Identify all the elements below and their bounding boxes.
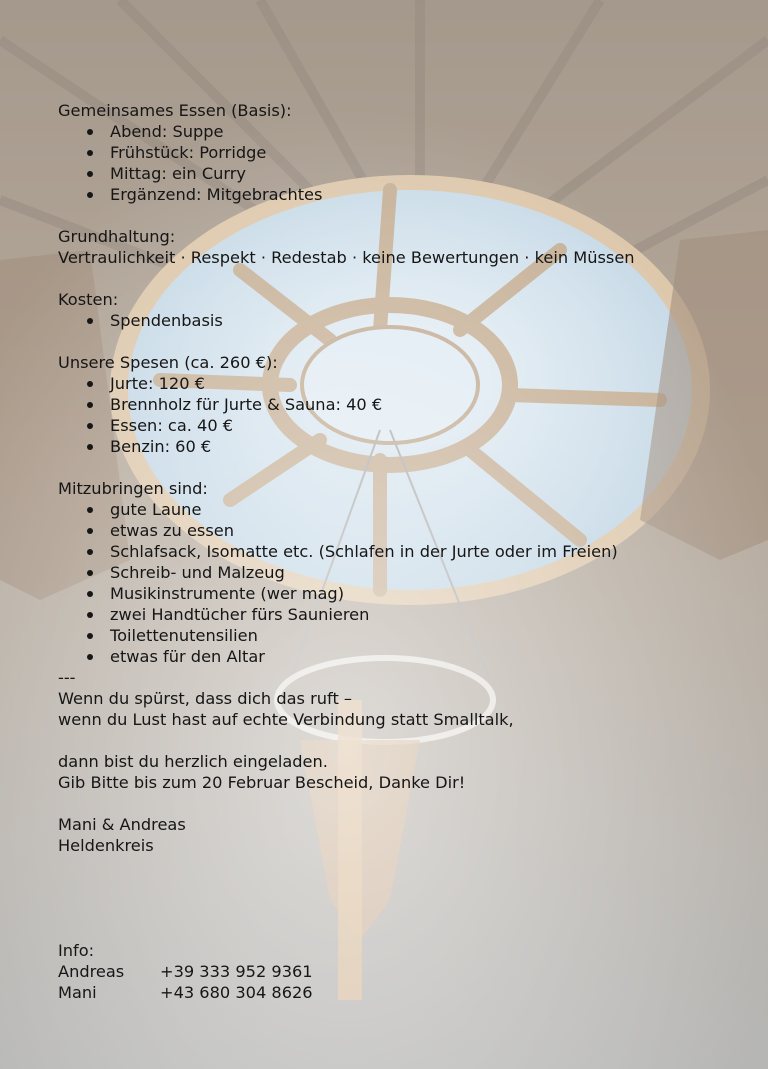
list-item: Frühstück: Porridge <box>58 142 738 163</box>
list-item: Musikinstrumente (wer mag) <box>58 583 738 604</box>
bullet-icon <box>87 549 93 555</box>
list-item: Toilettenutensilien <box>58 625 738 646</box>
bullet-icon <box>87 507 93 513</box>
bullet-icon <box>87 612 93 618</box>
closing-line-1: Wenn du spürst, dass dich das ruft – <box>58 689 353 708</box>
bullet-icon <box>87 444 93 450</box>
attitude-heading: Grundhaltung: <box>58 227 176 246</box>
meals-list <box>58 121 738 205</box>
contact-name: Andreas <box>58 962 125 981</box>
bullet-icon <box>87 192 93 198</box>
bullet-icon <box>87 318 93 324</box>
contact-name: Mani <box>58 983 97 1002</box>
closing-line-2: wenn du Lust hast auf echte Verbindung statt Smalltalk, <box>58 710 514 729</box>
list-item: Abend: Suppe <box>58 121 738 142</box>
bullet-icon <box>87 171 93 177</box>
attitude-text: Vertraulichkeit · Respekt · Redestab · keine Bewertungen · kein Müssen <box>58 248 635 267</box>
contact-phone: +39 333 952 9361 <box>160 962 313 981</box>
contact-row <box>58 961 738 982</box>
list-item: Schlafsack, Isomatte etc. (Schlafen in der Jurte oder im Freien) <box>58 541 738 562</box>
list-item: Essen: ca. 40 € <box>58 415 738 436</box>
expenses-heading: Unsere Spesen (ca. 260 €): <box>58 353 278 372</box>
costs-list <box>58 310 738 331</box>
list-item: Ergänzend: Mitgebrachtes <box>58 184 738 205</box>
bullet-icon <box>87 402 93 408</box>
bullet-icon <box>87 591 93 597</box>
bullet-icon <box>87 528 93 534</box>
list-item: zwei Handtücher fürs Saunieren <box>58 604 738 625</box>
meals-heading: Gemeinsames Essen (Basis): <box>58 101 292 120</box>
bullet-icon <box>87 570 93 576</box>
list-item: Benzin: 60 € <box>58 436 738 457</box>
info-heading: Info: <box>58 941 95 960</box>
signature-names: Mani & Andreas <box>58 815 186 834</box>
contact-row <box>58 982 738 1003</box>
bring-list <box>58 499 738 667</box>
list-item: Jurte: 120 € <box>58 373 738 394</box>
list-item: gute Laune <box>58 499 738 520</box>
list-item: etwas zu essen <box>58 520 738 541</box>
closing-line-3: dann bist du herzlich eingeladen. <box>58 752 328 771</box>
bullet-icon <box>87 423 93 429</box>
bring-heading: Mitzubringen sind: <box>58 479 208 498</box>
bullet-icon <box>87 150 93 156</box>
list-item: Mittag: ein Curry <box>58 163 738 184</box>
list-item: etwas für den Altar <box>58 646 738 667</box>
separator: --- <box>58 668 76 687</box>
costs-heading: Kosten: <box>58 290 119 309</box>
expenses-list <box>58 373 738 457</box>
list-item: Schreib- und Malzeug <box>58 562 738 583</box>
bullet-icon <box>87 381 93 387</box>
invitation-text <box>58 100 738 1003</box>
bullet-icon <box>87 129 93 135</box>
list-item: Brennholz für Jurte & Sauna: 40 € <box>58 394 738 415</box>
bullet-icon <box>87 654 93 660</box>
signature-group: Heldenkreis <box>58 836 154 855</box>
list-item: Spendenbasis <box>58 310 738 331</box>
contact-phone: +43 680 304 8626 <box>160 983 313 1002</box>
closing-line-4: Gib Bitte bis zum 20 Februar Bescheid, Danke Dir! <box>58 773 466 792</box>
bullet-icon <box>87 633 93 639</box>
